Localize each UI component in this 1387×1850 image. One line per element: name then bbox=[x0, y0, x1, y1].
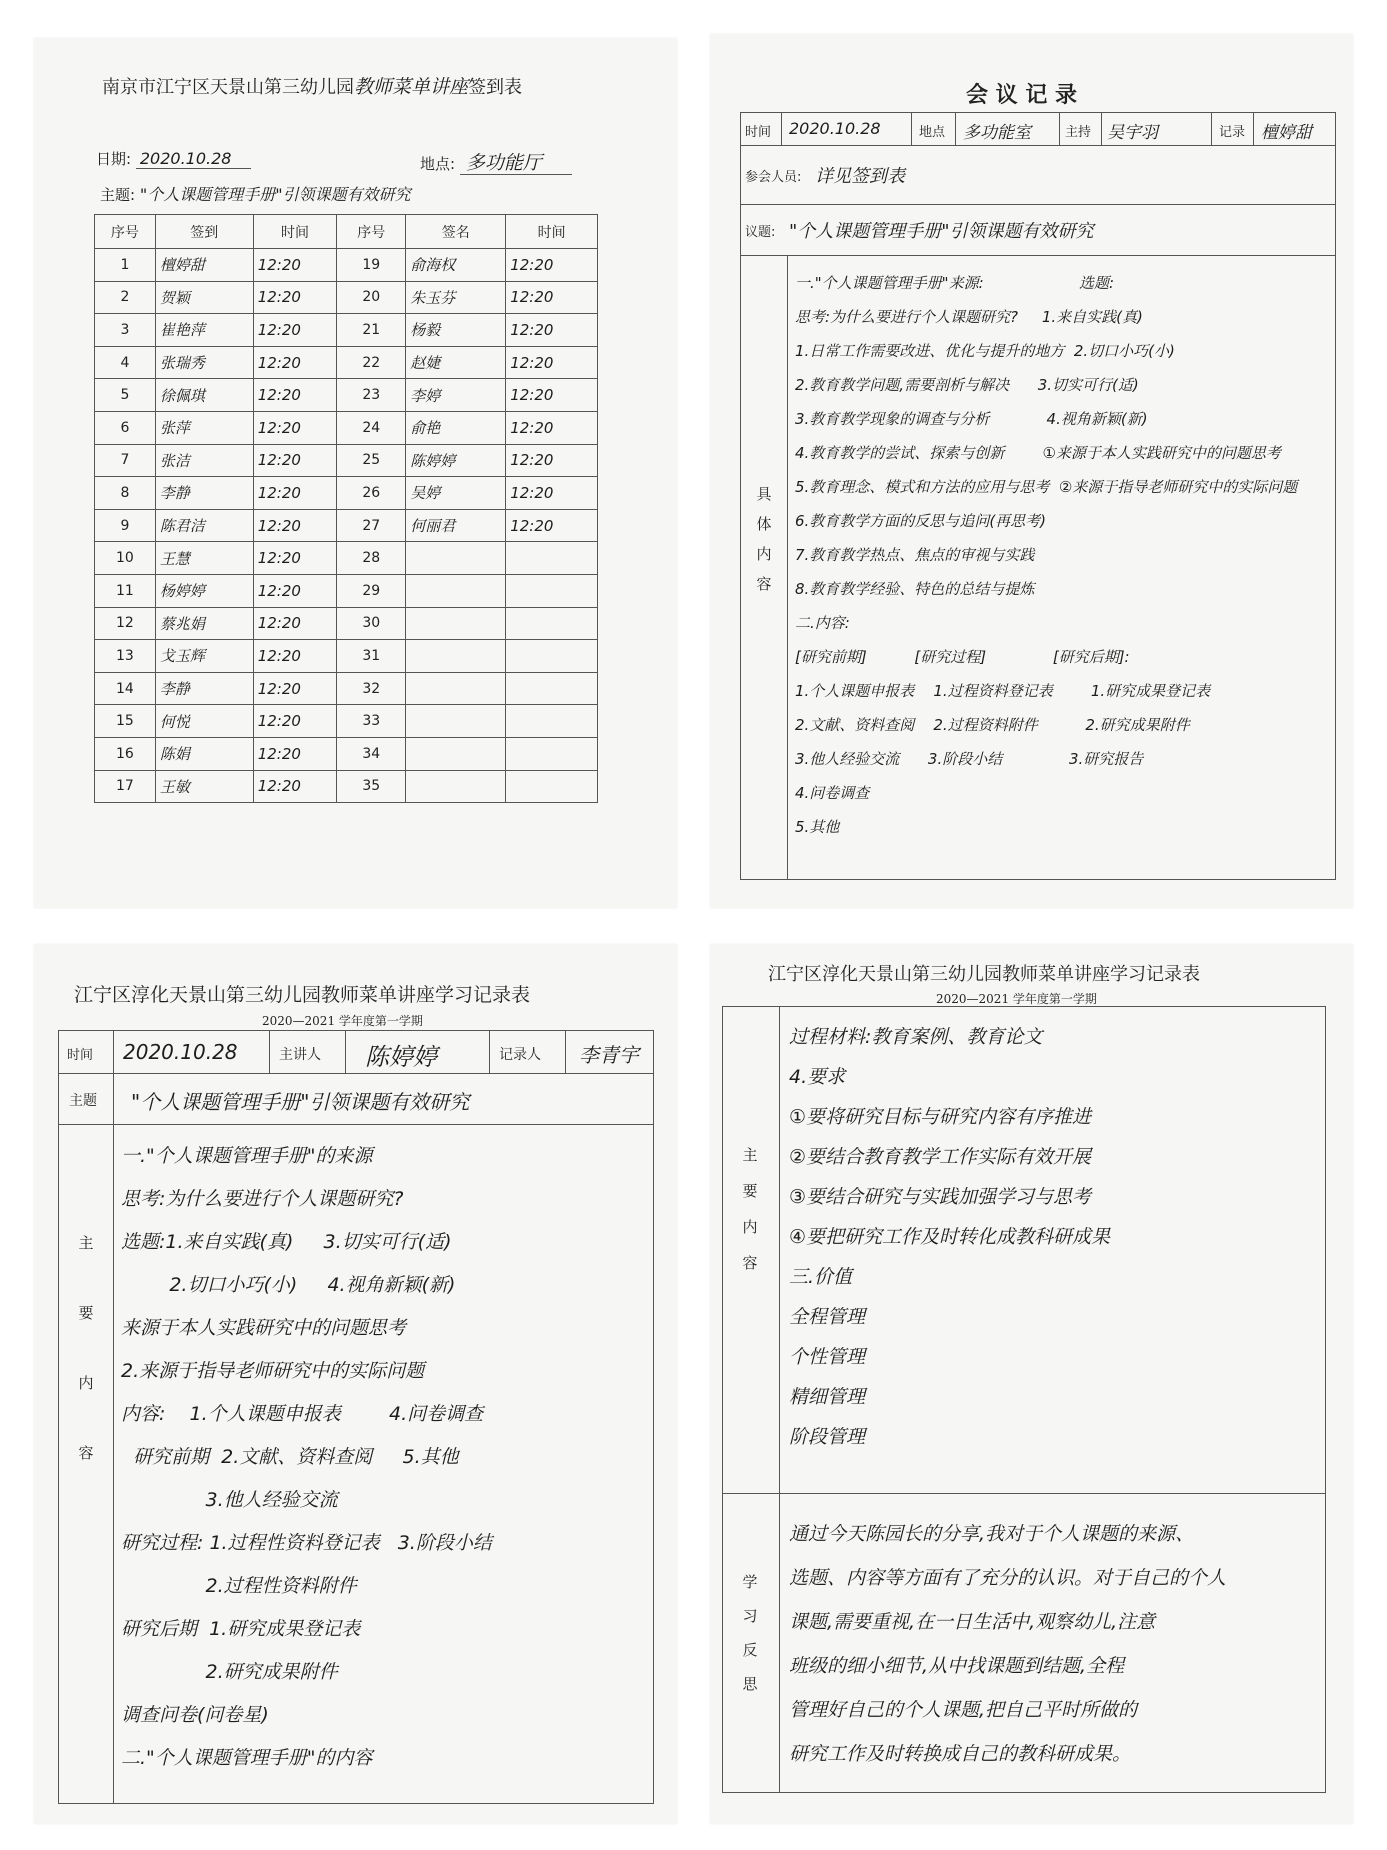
s3-divider-3 bbox=[345, 1031, 346, 1073]
study1-label-col bbox=[59, 1125, 114, 1803]
signature: 赵婕 bbox=[406, 346, 506, 379]
recorder-label: 记录 bbox=[1219, 125, 1246, 140]
sign-time: 12:20 bbox=[506, 249, 598, 282]
study2-content-line: ①要将研究目标与研究内容有序推进 bbox=[789, 1106, 1092, 1128]
reflection-lines bbox=[789, 1512, 1319, 1776]
study2-content-lines bbox=[789, 1017, 1319, 1457]
sign-time: 12:20 bbox=[253, 640, 336, 673]
study2-reflection-label-col bbox=[723, 1494, 780, 1792]
sign-time bbox=[506, 705, 598, 738]
signature bbox=[406, 770, 506, 803]
signature bbox=[406, 640, 506, 673]
sign-time: 12:20 bbox=[253, 281, 336, 314]
study1-topic-label: 主题 bbox=[69, 1093, 97, 1109]
study-record-sheet-1 bbox=[34, 944, 677, 1824]
signin-title-handwritten: 教师菜单讲座 bbox=[354, 76, 469, 98]
signin-row bbox=[95, 411, 598, 444]
meeting-record-sheet bbox=[710, 34, 1353, 908]
signature bbox=[406, 737, 506, 770]
row-number: 26 bbox=[337, 477, 406, 510]
signature: 张萍 bbox=[155, 411, 253, 444]
header-no-1: 序号 bbox=[95, 215, 156, 249]
signin-row bbox=[95, 607, 598, 640]
signature: 张瑞秀 bbox=[155, 346, 253, 379]
meeting-content-line: 1.个人课题申报表 1.过程资料登记表 1.研究成果登记表 bbox=[795, 682, 1211, 700]
meeting-content-line: 2.文献、资料查阅 2.过程资料附件 2.研究成果附件 bbox=[795, 716, 1190, 734]
s3-divider-4 bbox=[489, 1031, 490, 1073]
sign-time: 12:20 bbox=[253, 477, 336, 510]
study1-time-value: 2020.10.28 bbox=[123, 1040, 238, 1064]
study2-content-line: 过程材料:教育案例、教育论文 bbox=[789, 1026, 1043, 1048]
study1-content-line: 2.切口小巧(小) 4.视角新颖(新) bbox=[121, 1274, 456, 1296]
reflection-label-3: 反 bbox=[742, 1641, 758, 1659]
row-number: 16 bbox=[95, 737, 156, 770]
row-number: 17 bbox=[95, 770, 156, 803]
header-no-2: 序号 bbox=[337, 215, 406, 249]
meeting-title: 会 议 记 录 bbox=[966, 82, 1077, 108]
signin-title-printed: 南京市江宁区天景山第三幼儿园 bbox=[102, 77, 354, 98]
study1-content-line: 调查问卷(问卷星) bbox=[121, 1704, 269, 1726]
signature: 王敏 bbox=[155, 770, 253, 803]
meeting-content-line: 5.其他 bbox=[795, 818, 840, 836]
reflection-line: 选题、内容等方面有了充分的认识。对于自己的个人 bbox=[789, 1567, 1227, 1589]
study1-title: 江宁区淳化天景山第三幼儿园教师菜单讲座学习记录表 bbox=[74, 984, 531, 1006]
study1-topic-row bbox=[58, 1073, 654, 1125]
reflection-label-4: 思 bbox=[742, 1675, 758, 1693]
content-block bbox=[740, 255, 1336, 880]
row-number: 35 bbox=[337, 770, 406, 803]
sign-time: 12:20 bbox=[506, 444, 598, 477]
sign-time bbox=[506, 542, 598, 575]
info-divider-7 bbox=[1253, 113, 1254, 145]
sign-time: 12:20 bbox=[253, 444, 336, 477]
meeting-content-line: 8.教育教学经验、特色的总结与提炼 bbox=[795, 580, 1035, 598]
row-number: 6 bbox=[95, 411, 156, 444]
signature: 张洁 bbox=[155, 444, 253, 477]
signin-row bbox=[95, 281, 598, 314]
study1-content-line: 2.研究成果附件 bbox=[121, 1661, 338, 1683]
s3-divider-5 bbox=[565, 1031, 566, 1073]
sign-time: 12:20 bbox=[253, 542, 336, 575]
header-sign-1: 签到 bbox=[155, 215, 253, 249]
attendees-row bbox=[740, 145, 1336, 205]
sign-time: 12:20 bbox=[506, 281, 598, 314]
study2-content-line: 三.价值 bbox=[789, 1266, 853, 1288]
signature: 贺颖 bbox=[155, 281, 253, 314]
sign-time: 12:20 bbox=[253, 346, 336, 379]
signin-row bbox=[95, 509, 598, 542]
meeting-content-line: 6.教育教学方面的反思与追问(再思考) bbox=[795, 512, 1047, 530]
signature: 何丽君 bbox=[406, 509, 506, 542]
row-number: 5 bbox=[95, 379, 156, 412]
place-label: 地点 bbox=[919, 125, 946, 140]
attendees-value: 详见签到表 bbox=[815, 166, 905, 187]
study1-time-label: 时间 bbox=[67, 1048, 94, 1063]
reflection-line: 研究工作及时转换成自己的教科研成果。 bbox=[789, 1743, 1132, 1765]
study1-content-line: 研究前期 2.文献、资料查阅 5.其他 bbox=[121, 1446, 459, 1468]
content-label-1: 具 bbox=[756, 485, 772, 503]
content-label-4: 容 bbox=[756, 575, 772, 593]
info-divider-6 bbox=[1211, 113, 1212, 145]
recorder-value: 檀婷甜 bbox=[1261, 123, 1312, 143]
row-number: 33 bbox=[337, 705, 406, 738]
signature: 李婷 bbox=[406, 379, 506, 412]
signature: 崔艳萍 bbox=[155, 314, 253, 347]
row-number: 1 bbox=[95, 249, 156, 282]
sign-time: 12:20 bbox=[253, 770, 336, 803]
signin-table bbox=[94, 214, 598, 803]
row-number: 27 bbox=[337, 509, 406, 542]
meeting-info-row bbox=[740, 112, 1336, 146]
sign-time: 12:20 bbox=[253, 379, 336, 412]
study2-subtitle: 2020—2021 学年度第一学期 bbox=[936, 992, 1097, 1006]
study-record-sheet-2 bbox=[710, 944, 1353, 1824]
study2-content-block bbox=[722, 1006, 1326, 1494]
meeting-content-line: 4.问卷调查 bbox=[795, 784, 870, 802]
study1-topic-value: "个人课题管理手册"引领课题有效研究 bbox=[131, 1090, 470, 1114]
row-number: 7 bbox=[95, 444, 156, 477]
meeting-content-line: 二.内容: bbox=[795, 614, 850, 632]
row-number: 14 bbox=[95, 672, 156, 705]
meeting-content-line: 7.教育教学热点、焦点的审视与实践 bbox=[795, 546, 1035, 564]
sign-time: 12:20 bbox=[253, 737, 336, 770]
study2-content-line: 个性管理 bbox=[789, 1346, 866, 1368]
row-number: 22 bbox=[337, 346, 406, 379]
signin-title-suffix: 签到表 bbox=[468, 77, 523, 98]
sign-time: 12:20 bbox=[253, 314, 336, 347]
study1-content-line: 研究过程: 1.过程性资料登记表 3.阶段小结 bbox=[121, 1532, 492, 1554]
s3-topic-divider bbox=[113, 1074, 114, 1124]
study2-content-line: 阶段管理 bbox=[789, 1426, 866, 1448]
study1-recorder-value: 李青宇 bbox=[579, 1043, 639, 1067]
reflection-line: 通过今天陈园长的分享,我对于个人课题的来源、 bbox=[789, 1523, 1195, 1545]
sign-time bbox=[506, 737, 598, 770]
signature: 陈君洁 bbox=[155, 509, 253, 542]
row-number: 9 bbox=[95, 509, 156, 542]
info-divider-4 bbox=[1059, 113, 1060, 145]
row-number: 10 bbox=[95, 542, 156, 575]
signature: 李静 bbox=[155, 477, 253, 510]
signature: 戈玉辉 bbox=[155, 640, 253, 673]
attendees-label: 参会人员: bbox=[745, 170, 802, 185]
info-divider-1 bbox=[781, 113, 782, 145]
study2-content-line: 4.要求 bbox=[789, 1066, 846, 1088]
content-label-2: 体 bbox=[756, 515, 772, 533]
signature: 吴婷 bbox=[406, 477, 506, 510]
sign-time: 12:20 bbox=[506, 379, 598, 412]
study1-content-block bbox=[58, 1124, 654, 1804]
content-label-col bbox=[741, 256, 788, 879]
signature: 陈婷婷 bbox=[406, 444, 506, 477]
sign-time bbox=[506, 607, 598, 640]
row-number: 13 bbox=[95, 640, 156, 673]
topic-value: "个人课题管理手册"引领课题有效研究 bbox=[789, 221, 1094, 242]
header-sign-2: 签名 bbox=[406, 215, 506, 249]
meeting-content-line: 5.教育理念、模式和方法的应用与思考 ②来源于指导老师研究中的实际问题 bbox=[795, 478, 1298, 496]
sign-time: 12:20 bbox=[253, 249, 336, 282]
row-number: 31 bbox=[337, 640, 406, 673]
study2-label-1: 主 bbox=[742, 1146, 758, 1164]
study1-label-1: 主 bbox=[78, 1234, 94, 1252]
study2-label-col bbox=[723, 1007, 780, 1493]
info-divider-3 bbox=[955, 113, 956, 145]
study2-content-line: ④要把研究工作及时转化成教科研成果 bbox=[789, 1226, 1111, 1248]
meeting-content-line: 思考:为什么要进行个人课题研究? 1.来自实践(真) bbox=[795, 308, 1143, 326]
date-value: 2020.10.28 bbox=[136, 149, 252, 169]
signin-row bbox=[95, 574, 598, 607]
signature: 王慧 bbox=[155, 542, 253, 575]
study1-content-line: 二."个人课题管理手册"的内容 bbox=[121, 1747, 373, 1769]
study2-content-line: 全程管理 bbox=[789, 1306, 866, 1328]
row-number: 34 bbox=[337, 737, 406, 770]
signature: 朱玉芬 bbox=[406, 281, 506, 314]
signin-row bbox=[95, 346, 598, 379]
row-number: 21 bbox=[337, 314, 406, 347]
reflection-line: 班级的细小细节,从中找课题到结题,全程 bbox=[789, 1655, 1125, 1677]
row-number: 4 bbox=[95, 346, 156, 379]
signature: 蔡兆娟 bbox=[155, 607, 253, 640]
sign-time: 12:20 bbox=[506, 509, 598, 542]
info-divider-5 bbox=[1101, 113, 1102, 145]
row-number: 29 bbox=[337, 574, 406, 607]
study2-label-2: 要 bbox=[742, 1182, 758, 1200]
sign-time: 12:20 bbox=[506, 346, 598, 379]
row-number: 8 bbox=[95, 477, 156, 510]
study2-content-line: ③要结合研究与实践加强学习与思考 bbox=[789, 1186, 1092, 1208]
signature: 杨毅 bbox=[406, 314, 506, 347]
study2-label-3: 内 bbox=[742, 1218, 758, 1236]
sign-time bbox=[506, 672, 598, 705]
study1-label-4: 容 bbox=[78, 1444, 94, 1462]
row-number: 12 bbox=[95, 607, 156, 640]
signature: 李静 bbox=[155, 672, 253, 705]
reflection-label-1: 学 bbox=[742, 1573, 758, 1591]
sign-time bbox=[506, 640, 598, 673]
sign-time: 12:20 bbox=[253, 411, 336, 444]
sign-time: 12:20 bbox=[253, 672, 336, 705]
study2-content-line: 精细管理 bbox=[789, 1386, 866, 1408]
row-number: 20 bbox=[337, 281, 406, 314]
signature bbox=[406, 574, 506, 607]
meeting-content-line: 2.教育教学问题,需要剖析与解决 3.切实可行(适) bbox=[795, 376, 1139, 394]
place-value: 多功能厅 bbox=[460, 152, 572, 175]
host-value: 吴宇羽 bbox=[1107, 123, 1158, 143]
signature: 陈娟 bbox=[155, 737, 253, 770]
sign-time: 12:20 bbox=[506, 314, 598, 347]
row-number: 3 bbox=[95, 314, 156, 347]
date-label: 日期: bbox=[96, 150, 132, 168]
meeting-content-lines bbox=[795, 266, 1331, 844]
meeting-content-line: 1.日常工作需要改进、优化与提升的地方 2.切口小巧(小) bbox=[795, 342, 1175, 360]
study1-speaker-value: 陈婷婷 bbox=[365, 1043, 437, 1071]
study1-content-line: 研究后期 1.研究成果登记表 bbox=[121, 1618, 361, 1640]
signin-row bbox=[95, 314, 598, 347]
meeting-content-line: 4.教育教学的尝试、探索与创新 ①来源于本人实践研究中的问题思考 bbox=[795, 444, 1281, 462]
row-number: 2 bbox=[95, 281, 156, 314]
meeting-content-line: 一."个人课题管理手册"来源: 选题: bbox=[795, 274, 1115, 292]
row-number: 23 bbox=[337, 379, 406, 412]
row-number: 28 bbox=[337, 542, 406, 575]
signin-title bbox=[102, 72, 522, 99]
study1-content-line: 2.来源于指导老师研究中的实际问题 bbox=[121, 1360, 425, 1382]
signature bbox=[406, 607, 506, 640]
host-label: 主持 bbox=[1065, 125, 1092, 140]
row-number: 32 bbox=[337, 672, 406, 705]
signature bbox=[406, 705, 506, 738]
row-number: 30 bbox=[337, 607, 406, 640]
sign-time bbox=[506, 770, 598, 803]
sign-time: 12:20 bbox=[253, 574, 336, 607]
signature: 俞艳 bbox=[406, 411, 506, 444]
study1-content-line: 来源于本人实践研究中的问题思考 bbox=[121, 1317, 407, 1339]
signin-place bbox=[420, 148, 572, 175]
header-time-1: 时间 bbox=[253, 215, 336, 249]
topic-value: "个人课题管理手册"引领课题有效研究 bbox=[139, 185, 411, 204]
signature: 俞海权 bbox=[406, 249, 506, 282]
info-divider-2 bbox=[911, 113, 912, 145]
study2-content-line: ②要结合教育教学工作实际有效开展 bbox=[789, 1146, 1092, 1168]
row-number: 19 bbox=[337, 249, 406, 282]
study1-label-2: 要 bbox=[78, 1304, 94, 1322]
row-number: 25 bbox=[337, 444, 406, 477]
study1-recorder-label: 记录人 bbox=[499, 1047, 541, 1063]
s3-divider-2 bbox=[269, 1031, 270, 1073]
signin-row bbox=[95, 379, 598, 412]
sign-time: 12:20 bbox=[506, 411, 598, 444]
time-label: 时间 bbox=[745, 125, 772, 140]
study2-title: 江宁区淳化天景山第三幼儿园教师菜单讲座学习记录表 bbox=[768, 964, 1200, 985]
signature: 杨婷婷 bbox=[155, 574, 253, 607]
study1-speaker-label: 主讲人 bbox=[279, 1047, 321, 1063]
topic-row bbox=[740, 204, 1336, 256]
study1-content-line: 思考:为什么要进行个人课题研究? bbox=[121, 1188, 404, 1210]
study1-content-line: 3.他人经验交流 bbox=[121, 1489, 338, 1511]
sign-time: 12:20 bbox=[253, 509, 336, 542]
study1-content-line: 内容: 1.个人课题申报表 4.问卷调查 bbox=[121, 1403, 484, 1425]
signin-header-row bbox=[95, 215, 598, 249]
row-number: 24 bbox=[337, 411, 406, 444]
signin-row bbox=[95, 542, 598, 575]
study1-label-3: 内 bbox=[78, 1374, 94, 1392]
topic-label: 主题: bbox=[100, 186, 136, 204]
sign-time: 12:20 bbox=[506, 477, 598, 510]
sign-time: 12:20 bbox=[253, 607, 336, 640]
place-value: 多功能室 bbox=[963, 123, 1031, 143]
reflection-label-2: 习 bbox=[742, 1607, 758, 1625]
signin-topic bbox=[100, 182, 411, 205]
row-number: 11 bbox=[95, 574, 156, 607]
study1-content-line: 2.过程性资料附件 bbox=[121, 1575, 357, 1597]
study1-info-row bbox=[58, 1030, 654, 1074]
signin-row bbox=[95, 770, 598, 803]
signature: 檀婷甜 bbox=[155, 249, 253, 282]
signature bbox=[406, 542, 506, 575]
reflection-line: 课题,需要重视,在一日生活中,观察幼儿,注意 bbox=[789, 1611, 1156, 1633]
study1-subtitle: 2020—2021 学年度第一学期 bbox=[262, 1014, 423, 1028]
row-number: 15 bbox=[95, 705, 156, 738]
signature: 何悦 bbox=[155, 705, 253, 738]
place-label: 地点: bbox=[420, 155, 456, 173]
signin-row bbox=[95, 444, 598, 477]
header-time-2: 时间 bbox=[506, 215, 598, 249]
meeting-content-line: 3.教育教学现象的调查与分析 4.视角新颖(新) bbox=[795, 410, 1148, 428]
topic-label: 议题: bbox=[745, 225, 776, 240]
signin-row bbox=[95, 477, 598, 510]
signin-row bbox=[95, 249, 598, 282]
signature: 徐佩琪 bbox=[155, 379, 253, 412]
content-label-3: 内 bbox=[756, 545, 772, 563]
signin-date bbox=[96, 148, 251, 169]
study1-content-line: 一."个人课题管理手册"的来源 bbox=[121, 1145, 373, 1167]
meeting-content-line: [研究前期] [研究过程] [研究后期]: bbox=[795, 648, 1130, 666]
study2-label-4: 容 bbox=[742, 1254, 758, 1272]
study1-content-lines bbox=[121, 1135, 647, 1780]
s3-divider-1 bbox=[113, 1031, 114, 1073]
signin-row bbox=[95, 737, 598, 770]
signin-row bbox=[95, 640, 598, 673]
time-value: 2020.10.28 bbox=[789, 119, 881, 138]
study1-content-line: 选题:1.来自实践(真) 3.切实可行(适) bbox=[121, 1231, 452, 1253]
sign-time bbox=[506, 574, 598, 607]
signin-row bbox=[95, 672, 598, 705]
sign-time: 12:20 bbox=[253, 705, 336, 738]
reflection-line: 管理好自己的个人课题,把自己平时所做的 bbox=[789, 1699, 1138, 1721]
signature bbox=[406, 672, 506, 705]
signin-sheet bbox=[34, 38, 677, 908]
meeting-content-line: 3.他人经验交流 3.阶段小结 3.研究报告 bbox=[795, 750, 1144, 768]
signin-row bbox=[95, 705, 598, 738]
study2-reflection-block bbox=[722, 1493, 1326, 1793]
